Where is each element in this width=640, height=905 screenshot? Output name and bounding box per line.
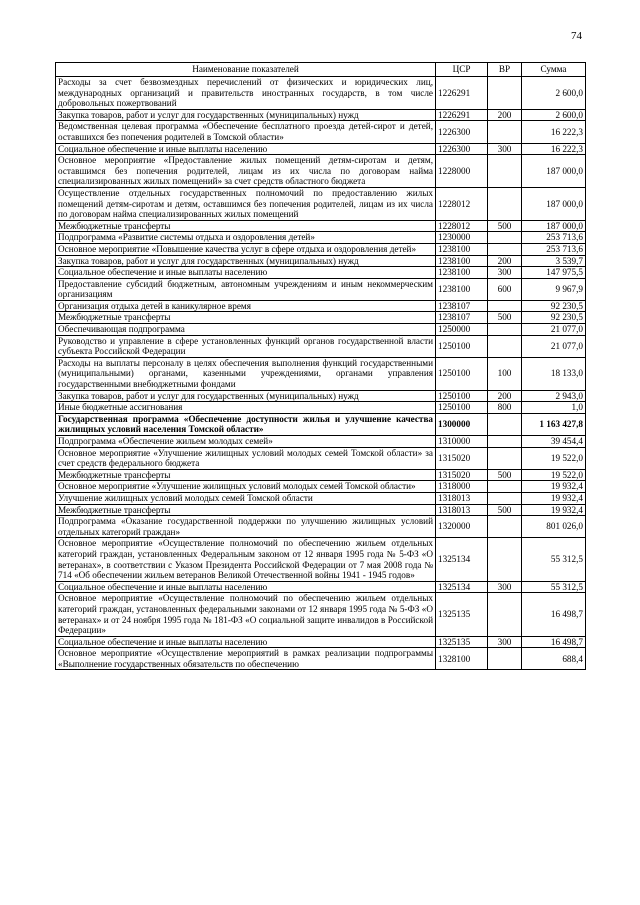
row-csr-cell: 1226291 <box>436 77 488 110</box>
row-sum-cell: 19 522,0 <box>522 447 586 469</box>
table-row <box>56 436 586 448</box>
row-sum-cell: 92 230,5 <box>522 300 586 312</box>
table-row <box>56 267 586 279</box>
table-row <box>56 447 586 469</box>
row-vr-cell: 500 <box>488 469 522 481</box>
row-name-cell: Основное мероприятие «Улучшение жилищных условий молодых семей Томской области» за счет средств федерального бюджета <box>56 447 436 469</box>
row-name-cell: Основное мероприятие «Осуществление полномочий по обеспечению жильем отдельных категорий граждан, установленных Федеральным законом от 12 января 1995 года № 5-ФЗ «О ветеранах», в соответствии с Указом Президента Российской Федерации от 7 мая 2008 года № 714 «Об обеспечении жильем ветеранов Великой Отечественной войны 1941 - 1945 годов» <box>56 538 436 581</box>
row-csr-cell: 1250000 <box>436 324 488 336</box>
row-vr-cell: 300 <box>488 267 522 279</box>
table-row <box>56 255 586 267</box>
row-name-cell: Осуществление отдельных государственных полномочий по предоставлению жилых помещений детям-сиротам и детям, оставшимся без попечения родителей, лицам из их числа по договорам найма специализированных жилых помещений <box>56 187 436 220</box>
row-name-cell: Ведомственная целевая программа «Обеспечение бесплатного проезда детей-сирот и детей, оставшихся без попечения родителей в Томской области» <box>56 121 436 143</box>
row-csr-cell: 1238107 <box>436 300 488 312</box>
row-csr-cell: 1226300 <box>436 121 488 143</box>
row-sum-cell: 3 539,7 <box>522 255 586 267</box>
row-csr-cell: 1238100 <box>436 278 488 300</box>
row-name-cell: Закупка товаров, работ и услуг для государственных (муниципальных) нужд <box>56 390 436 402</box>
row-sum-cell: 18 133,0 <box>522 357 586 390</box>
row-csr-cell: 1228012 <box>436 187 488 220</box>
table-row <box>56 187 586 220</box>
row-vr-cell: 200 <box>488 390 522 402</box>
row-csr-cell: 1228012 <box>436 220 488 232</box>
row-vr-cell: 300 <box>488 143 522 155</box>
row-csr-cell: 1320000 <box>436 516 488 538</box>
row-name-cell: Основное мероприятие «Предоставление жилых помещений детям-сиротам и детям, оставшимся без попечения родителей, лицам из их числа по договорам найма специализированных жилых помещений» за счет средств областного бюджета <box>56 155 436 188</box>
row-name-cell: Предоставление субсидий бюджетным, автономным учреждениям и иным некоммерческим организациям <box>56 278 436 300</box>
row-name-cell: Закупка товаров, работ и услуг для государственных (муниципальных) нужд <box>56 109 436 121</box>
table-row <box>56 109 586 121</box>
row-sum-cell: 147 975,5 <box>522 267 586 279</box>
table-row <box>56 324 586 336</box>
row-name-cell: Расходы за счет безвозмездных перечислений от физических и юридических лиц, международных организаций и правительств иностранных государств, в том числе добровольных пожертвований <box>56 77 436 110</box>
row-sum-cell: 2 600,0 <box>522 109 586 121</box>
row-sum-cell: 16 498,7 <box>522 636 586 648</box>
table-row <box>56 77 586 110</box>
row-sum-cell: 9 967,9 <box>522 278 586 300</box>
row-vr-cell: 100 <box>488 357 522 390</box>
row-csr-cell: 1318000 <box>436 481 488 493</box>
row-sum-cell: 19 932,4 <box>522 481 586 493</box>
row-csr-cell: 1325135 <box>436 636 488 648</box>
row-vr-cell: 500 <box>488 504 522 516</box>
table-row <box>56 300 586 312</box>
row-sum-cell: 1,0 <box>522 402 586 414</box>
row-sum-cell: 187 000,0 <box>522 220 586 232</box>
table-row <box>56 312 586 324</box>
row-vr-cell <box>488 335 522 357</box>
row-name-cell: Межбюджетные трансферты <box>56 220 436 232</box>
table-row <box>56 402 586 414</box>
row-csr-cell: 1325135 <box>436 593 488 636</box>
row-sum-cell: 2 943,0 <box>522 390 586 402</box>
table-row <box>56 220 586 232</box>
row-sum-cell: 253 713,6 <box>522 243 586 255</box>
row-name-cell: Улучшение жилищных условий молодых семей Томской области <box>56 492 436 504</box>
header-vr: ВР <box>488 63 522 77</box>
row-vr-cell: 300 <box>488 581 522 593</box>
row-sum-cell: 55 312,5 <box>522 581 586 593</box>
row-vr-cell <box>488 121 522 143</box>
row-name-cell: Межбюджетные трансферты <box>56 312 436 324</box>
row-csr-cell: 1226300 <box>436 143 488 155</box>
budget-table <box>55 62 586 670</box>
row-name-cell: Руководство и управление в сфере установленных функций органов государственной власти субъекта Российской Федерации <box>56 335 436 357</box>
table-row <box>56 357 586 390</box>
row-name-cell: Подпрограмма «Оказание государственной поддержки по улучшению жилищных условий отдельных категорий граждан» <box>56 516 436 538</box>
row-csr-cell: 1300000 <box>436 413 488 435</box>
row-sum-cell: 16 222,3 <box>522 143 586 155</box>
header-sum: Сумма <box>522 63 586 77</box>
row-csr-cell: 1238100 <box>436 255 488 267</box>
row-vr-cell <box>488 648 522 670</box>
table-row <box>56 648 586 670</box>
row-vr-cell <box>488 593 522 636</box>
row-vr-cell <box>488 232 522 244</box>
table-row <box>56 581 586 593</box>
row-vr-cell <box>488 300 522 312</box>
row-csr-cell: 1226291 <box>436 109 488 121</box>
row-name-cell: Основное мероприятие «Улучшение жилищных условий молодых семей Томской области» <box>56 481 436 493</box>
header-name: Наименование показателей <box>56 63 436 77</box>
table-row <box>56 413 586 435</box>
row-name-cell: Подпрограмма «Развитие системы отдыха и оздоровления детей» <box>56 232 436 244</box>
row-csr-cell: 1318013 <box>436 504 488 516</box>
table-row <box>56 335 586 357</box>
row-name-cell: Основное мероприятие «Осуществление мероприятий в рамках реализации подпрограммы «Выполнение государственных обязательств по обеспечению <box>56 648 436 670</box>
row-name-cell: Государственная программа «Обеспечение доступности жилья и улучшение качества жилищных условий населения Томской области» <box>56 413 436 435</box>
header-csr: ЦСР <box>436 63 488 77</box>
row-csr-cell: 1250100 <box>436 402 488 414</box>
row-sum-cell: 39 454,4 <box>522 436 586 448</box>
row-vr-cell <box>488 243 522 255</box>
row-sum-cell: 16 498,7 <box>522 593 586 636</box>
row-sum-cell: 19 932,4 <box>522 492 586 504</box>
row-sum-cell: 187 000,0 <box>522 187 586 220</box>
row-name-cell: Основное мероприятие «Повышение качества услуг в сфере отдыха и оздоровления детей» <box>56 243 436 255</box>
row-vr-cell <box>488 516 522 538</box>
table-row <box>56 155 586 188</box>
row-sum-cell: 55 312,5 <box>522 538 586 581</box>
row-name-cell: Организация отдыха детей в каникулярное время <box>56 300 436 312</box>
row-vr-cell: 500 <box>488 312 522 324</box>
row-csr-cell: 1315020 <box>436 447 488 469</box>
row-vr-cell: 800 <box>488 402 522 414</box>
row-sum-cell: 688,4 <box>522 648 586 670</box>
row-csr-cell: 1230000 <box>436 232 488 244</box>
row-vr-cell: 200 <box>488 255 522 267</box>
row-vr-cell <box>488 538 522 581</box>
row-name-cell: Иные бюджетные ассигнования <box>56 402 436 414</box>
row-sum-cell: 19 522,0 <box>522 469 586 481</box>
row-vr-cell <box>488 155 522 188</box>
row-name-cell: Межбюджетные трансферты <box>56 469 436 481</box>
row-csr-cell: 1315020 <box>436 469 488 481</box>
table-row <box>56 390 586 402</box>
row-name-cell: Социальное обеспечение и иные выплаты населению <box>56 636 436 648</box>
table-row <box>56 278 586 300</box>
row-vr-cell: 600 <box>488 278 522 300</box>
row-sum-cell: 2 600,0 <box>522 77 586 110</box>
table-row <box>56 243 586 255</box>
table-row <box>56 469 586 481</box>
row-name-cell: Обеспечивающая подпрограмма <box>56 324 436 336</box>
row-csr-cell: 1318013 <box>436 492 488 504</box>
row-vr-cell: 300 <box>488 636 522 648</box>
row-csr-cell: 1250100 <box>436 357 488 390</box>
page-number: 74 <box>571 30 582 42</box>
row-sum-cell: 187 000,0 <box>522 155 586 188</box>
row-csr-cell: 1238100 <box>436 267 488 279</box>
row-vr-cell <box>488 436 522 448</box>
row-csr-cell: 1325134 <box>436 538 488 581</box>
row-vr-cell <box>488 492 522 504</box>
row-sum-cell: 21 077,0 <box>522 335 586 357</box>
row-csr-cell: 1238107 <box>436 312 488 324</box>
row-vr-cell: 500 <box>488 220 522 232</box>
row-name-cell: Социальное обеспечение и иные выплаты населению <box>56 581 436 593</box>
table-row <box>56 481 586 493</box>
table-header-row <box>56 63 586 77</box>
table-row <box>56 232 586 244</box>
table-row <box>56 636 586 648</box>
table-row <box>56 593 586 636</box>
row-name-cell: Расходы на выплаты персоналу в целях обеспечения выполнения функций государственными (муниципальными) органами, казенными учреждениями, органами управления государственными внебюджетными фондами <box>56 357 436 390</box>
row-sum-cell: 19 932,4 <box>522 504 586 516</box>
table-row <box>56 121 586 143</box>
row-vr-cell <box>488 481 522 493</box>
table-row <box>56 492 586 504</box>
table-row <box>56 538 586 581</box>
row-vr-cell <box>488 413 522 435</box>
row-csr-cell: 1310000 <box>436 436 488 448</box>
row-sum-cell: 16 222,3 <box>522 121 586 143</box>
row-vr-cell <box>488 187 522 220</box>
row-sum-cell: 253 713,6 <box>522 232 586 244</box>
row-sum-cell: 92 230,5 <box>522 312 586 324</box>
table-row <box>56 516 586 538</box>
row-name-cell: Основное мероприятие «Осуществление полномочий по обеспечению жильем отдельных категорий граждан, установленных федеральными законами от 12 января 1995 года № 5-ФЗ «О ветеранах» и от 24 ноября 1995 года № 181-ФЗ «О социальной защите инвалидов в Российской Федерации» <box>56 593 436 636</box>
row-name-cell: Социальное обеспечение и иные выплаты населению <box>56 267 436 279</box>
row-vr-cell <box>488 77 522 110</box>
row-vr-cell: 200 <box>488 109 522 121</box>
row-name-cell: Межбюджетные трансферты <box>56 504 436 516</box>
row-vr-cell <box>488 324 522 336</box>
table-row <box>56 504 586 516</box>
row-sum-cell: 1 163 427,8 <box>522 413 586 435</box>
row-name-cell: Подпрограмма «Обеспечение жильем молодых семей» <box>56 436 436 448</box>
row-vr-cell <box>488 447 522 469</box>
row-csr-cell: 1325134 <box>436 581 488 593</box>
row-csr-cell: 1228000 <box>436 155 488 188</box>
row-name-cell: Закупка товаров, работ и услуг для государственных (муниципальных) нужд <box>56 255 436 267</box>
row-csr-cell: 1328100 <box>436 648 488 670</box>
table-row <box>56 143 586 155</box>
row-name-cell: Социальное обеспечение и иные выплаты населению <box>56 143 436 155</box>
row-sum-cell: 21 077,0 <box>522 324 586 336</box>
row-csr-cell: 1238100 <box>436 243 488 255</box>
row-sum-cell: 801 026,0 <box>522 516 586 538</box>
row-csr-cell: 1250100 <box>436 390 488 402</box>
row-csr-cell: 1250100 <box>436 335 488 357</box>
